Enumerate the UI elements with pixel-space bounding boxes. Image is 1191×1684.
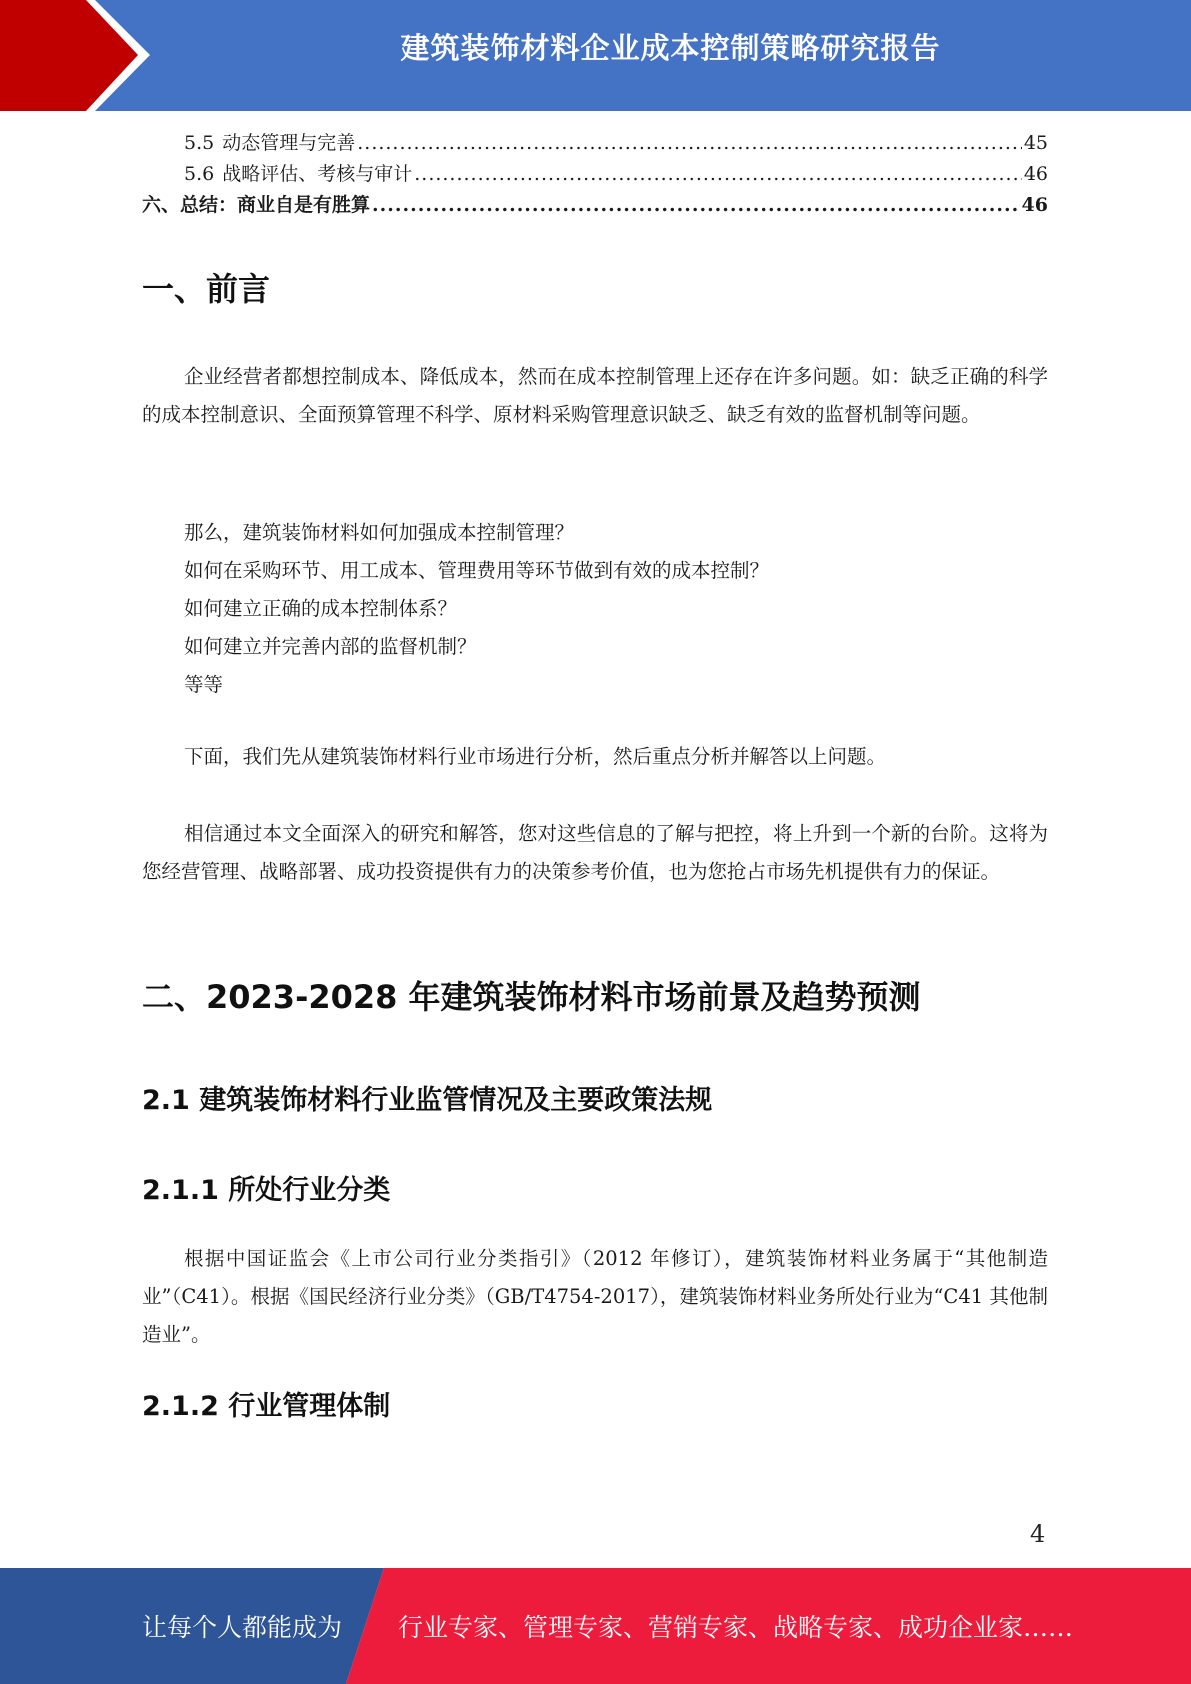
toc-entry-number: 5.6 — [184, 163, 215, 185]
toc-entry[interactable] — [142, 159, 1048, 190]
list-item: 那么，建筑装饰材料如何加强成本控制管理？ — [184, 521, 575, 544]
toc-entry-number: 5.5 — [184, 132, 215, 154]
footer-slogan-right: 行业专家、管理专家、营销专家、战略专家、成功企业家…… — [398, 1613, 1074, 1642]
table-of-contents — [142, 128, 1048, 221]
header-arrow-decoration — [0, 0, 160, 111]
preface-question-list — [184, 514, 769, 704]
industry-classification-paragraph: 根据中国证监会《上市公司行业分类指引》（2012 年修订），建筑装饰材料业务属于“其他制造业”（C41）。根据《国民经济行业分类》（GB/T4754-2017），建筑装饰材料业务所处行业为“C41 其他制造业”。 — [142, 1247, 1048, 1346]
toc-dot-leader — [414, 163, 1022, 185]
page-number: 4 — [1030, 1520, 1046, 1548]
preface-paragraph-1: 企业经营者都想控制成本、降低成本，然而在成本控制管理上还存在许多问题。如：缺乏正确的科学的成本控制意识、全面预算管理不科学、原材料采购管理意识缺乏、缺乏有效的监督机制等问题。 — [142, 365, 1048, 426]
page-header — [0, 0, 1191, 111]
section-heading-market-forecast: 二、2023-2028 年建筑装饰材料市场前景及趋势预测 — [142, 978, 921, 1016]
page-footer — [0, 1568, 1191, 1684]
list-item: 如何在采购环节、用工成本、管理费用等环节做到有效的成本控制？ — [184, 559, 770, 582]
toc-entry[interactable] — [142, 190, 1048, 221]
subsection-heading-industry-classification: 2.1.1 所处行业分类 — [142, 1175, 391, 1206]
toc-dot-leader — [357, 132, 1022, 154]
list-item: 等等 — [184, 673, 224, 696]
preface-paragraph-2: 下面，我们先从建筑装饰材料行业市场进行分析，然后重点分析并解答以上问题。 — [184, 745, 887, 768]
toc-entry-label: 动态管理与完善 — [222, 132, 356, 154]
preface-paragraph-3: 相信通过本文全面深入的研究和解答，您对这些信息的了解与把控，将上升到一个新的台阶。这将为您经营管理、战略部署、成功投资提供有力的决策参考价值，也为您抢占市场先机提供有力的保证。 — [142, 822, 1048, 883]
toc-entry-label: 六、总结：商业自是有胜算 — [142, 194, 371, 216]
toc-entry-page: 46 — [1021, 194, 1048, 216]
section-heading-preface: 一、前言 — [142, 270, 271, 308]
list-item: 如何建立正确的成本控制体系？ — [184, 597, 458, 620]
subsection-heading-management-system: 2.1.2 行业管理体制 — [142, 1391, 391, 1422]
toc-dot-leader — [372, 194, 1020, 216]
list-item: 如何建立并完善内部的监督机制？ — [184, 635, 477, 658]
report-title: 建筑装饰材料企业成本控制策略研究报告 — [400, 31, 941, 65]
toc-entry-label: 战略评估、考核与审计 — [222, 163, 413, 185]
subsection-heading-regulation: 2.1 建筑装饰材料行业监管情况及主要政策法规 — [142, 1085, 713, 1116]
toc-entry-page: 45 — [1023, 132, 1048, 154]
footer-slogan-left: 让每个人都能成为 — [142, 1613, 343, 1642]
toc-entry[interactable] — [142, 128, 1048, 159]
toc-entry-page: 46 — [1023, 163, 1048, 185]
